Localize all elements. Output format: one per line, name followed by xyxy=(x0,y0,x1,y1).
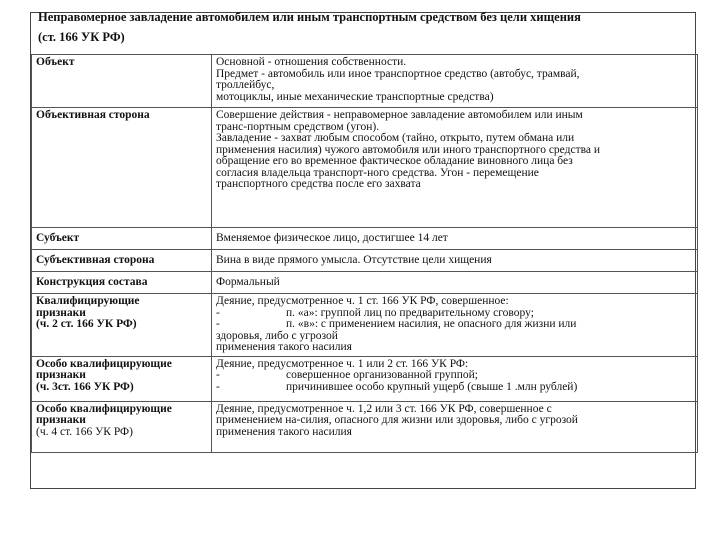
qualifying-dash-2: - xyxy=(216,318,220,330)
qualifying-label-line-2: признаки xyxy=(36,306,86,319)
table-row-qualifying xyxy=(32,294,698,357)
qualifying-item-v: п. «в»: с применением насилия, не опасного для жизни или xyxy=(286,318,577,330)
esp3-label-line-3: (ч. 3ст. 166 УК РФ) xyxy=(36,380,134,393)
qualifying-item-a: п. «а»: группой лиц по предварительному сговору; xyxy=(286,306,534,319)
esp4-line-2: применением на-силия, опасного для жизни или здоровья, либо с угрозой xyxy=(216,414,578,426)
label-qualifying xyxy=(32,294,212,357)
objective-line-5: обращение его во временное фактическое обладание виновного лица без xyxy=(216,155,573,167)
objective-line-1: Совершение действия - неправомерное завладение автомобилем или иным xyxy=(216,109,583,121)
label-construction: Конструкция состава xyxy=(32,272,212,294)
object-line-1: Основной - отношения собственности. xyxy=(216,56,407,68)
title-line-2: (ст. 166 УК РФ) xyxy=(38,30,125,44)
label-subject: Субъект xyxy=(32,228,212,250)
esp3-dash-2: - xyxy=(216,380,220,393)
object-line-4: мотоциклы, иные механические транспортные средства) xyxy=(216,90,494,103)
esp4-line-1: Деяние, предусмотренное ч. 1,2 или 3 ст. 166 УК РФ, совершенное с xyxy=(216,402,552,415)
esp3-item-1: совершенное организованной группой; xyxy=(286,369,479,381)
qualifying-dash-1: - xyxy=(216,306,220,319)
qualifying-line-3 xyxy=(216,319,693,331)
label-especially-qualifying-4 xyxy=(32,401,212,452)
crime-elements-table xyxy=(31,54,698,453)
objective-line-7: транспортного средства после его захвата xyxy=(216,178,421,190)
label-subjective-side: Субъективная сторона xyxy=(32,250,212,272)
qualifying-line-4: здоровья, либо с угрозой xyxy=(216,329,338,342)
value-especially-qualifying-4 xyxy=(212,401,698,452)
value-especially-qualifying-3 xyxy=(212,356,698,401)
qualifying-line-5: применения такого насилия xyxy=(216,341,352,353)
esp3-label-line-2: признаки xyxy=(36,369,86,381)
document-title xyxy=(38,7,658,47)
value-subjective-side: Вина в виде прямого умысла. Отсутствие цели хищения xyxy=(212,250,698,272)
esp3-dash-1: - xyxy=(216,369,220,381)
label-object: Объект xyxy=(32,55,212,108)
esp4-label-line-2: признаки xyxy=(36,414,86,426)
object-line-3: троллейбус, xyxy=(216,79,275,91)
esp3-label-line-1: Особо квалифицирующие xyxy=(36,357,172,370)
label-objective-side: Объективная сторона xyxy=(32,108,212,228)
value-object xyxy=(212,55,698,108)
table-row-construction xyxy=(32,272,698,294)
title-line-1: Неправомерное завладение автомобилем или иным транспортным средством без цели хищения xyxy=(38,10,581,24)
table-row-especially-qualifying-3 xyxy=(32,356,698,401)
table-row-subject xyxy=(32,228,698,250)
esp3-line-1: Деяние, предусмотренное ч. 1 или 2 ст. 166 УК РФ: xyxy=(216,357,469,370)
objective-line-4: применения насилия) чужого автомобиля или иного транспортного средства и xyxy=(216,143,601,156)
value-subject: Вменяемое физическое лицо, достигшее 14 лет xyxy=(212,228,698,250)
value-construction: Формальный xyxy=(212,272,698,294)
qualifying-label-line-1: Квалифицирующие xyxy=(36,295,140,307)
objective-line-3: Завладение - захват любым способом (тайно, открыто, путем обмана или xyxy=(216,132,575,144)
label-especially-qualifying-3 xyxy=(32,356,212,401)
esp4-label-line-3: (ч. 4 ст. 166 УК РФ) xyxy=(36,425,133,438)
esp4-label-line-1: Особо квалифицирующие xyxy=(36,402,172,415)
esp3-item-2: причинившее особо крупный ущерб (свыше 1 .млн рублей) xyxy=(286,380,578,393)
table-row-objective-side xyxy=(32,108,698,228)
qualifying-label-line-3: (ч. 2 ст. 166 УК РФ) xyxy=(36,318,137,330)
table-row-subjective-side xyxy=(32,250,698,272)
objective-line-6: согласия владельца транспорт-ного средства. Угон - перемещение xyxy=(216,166,539,179)
table-row-especially-qualifying-4 xyxy=(32,401,698,452)
table-row-object xyxy=(32,55,698,108)
value-qualifying xyxy=(212,294,698,357)
value-objective-side xyxy=(212,108,698,228)
esp4-line-3: применения такого насилия xyxy=(216,425,352,438)
object-line-2: Предмет - автомобиль или иное транспортное средство (автобус, трамвай, xyxy=(216,67,580,80)
objective-line-2: транс-портным средством (угон). xyxy=(216,120,380,133)
qualifying-line-1: Деяние, предусмотренное ч. 1 ст. 166 УК РФ, совершенное: xyxy=(216,295,509,307)
esp3-line-3 xyxy=(216,382,693,394)
